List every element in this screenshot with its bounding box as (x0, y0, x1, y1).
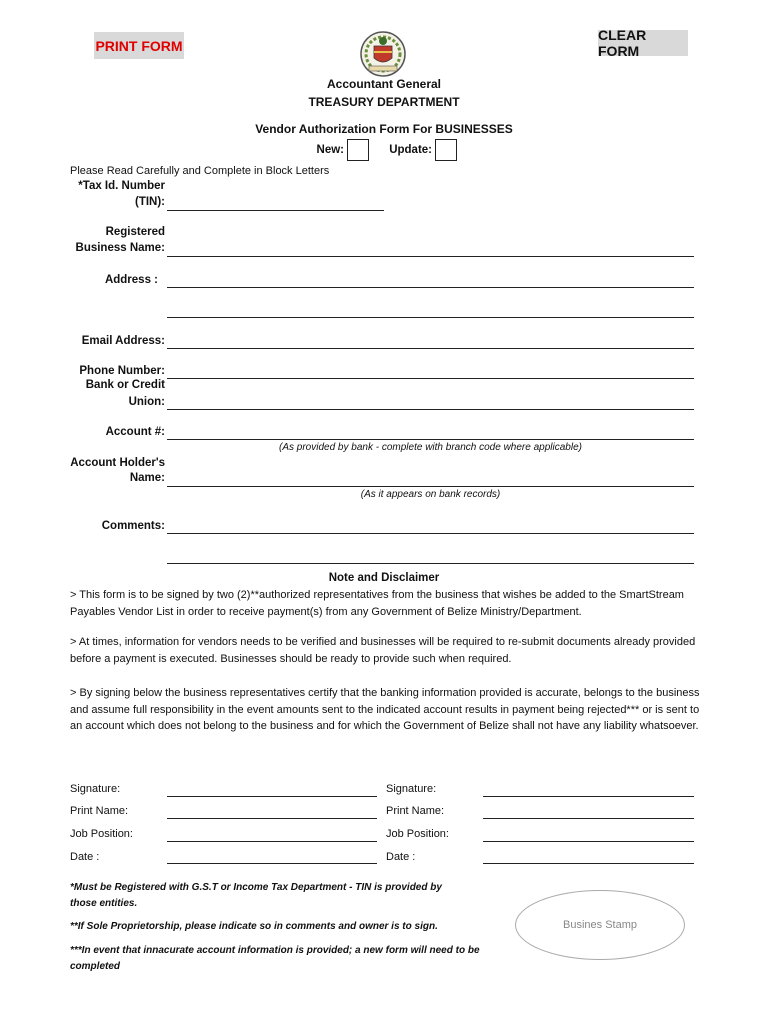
print-name-field-right[interactable] (483, 818, 694, 819)
tin-label-line2: (TIN): (134, 196, 165, 208)
disclaimer-paragraph-3: > By signing below the business representatives certify that the banking information provided is accurate, belongs to the business and assume full responsibility in the event amounts sent to the indicated account results in payment being rejected*** or is sent to an account which does not belong to the business and for which the Government of Belize shall not have any liability whatsoever. (70, 687, 700, 732)
address-field-line2[interactable] (167, 317, 694, 318)
comments-label: Comments: (101, 520, 165, 532)
form-title: Vendor Authorization Form For BUSINESSES (255, 122, 513, 136)
business-stamp-area (515, 890, 685, 960)
comments-field-line2[interactable] (167, 563, 694, 564)
date-label-right: Date : (386, 851, 416, 863)
account-label: Account #: (105, 426, 165, 438)
footnote-1: *Must be Registered with G.S.T or Income Tax Department - TIN is provided by those entities. (70, 882, 442, 909)
signature-label-left: Signature: (70, 783, 121, 795)
print-name-label-right: Print Name: (386, 805, 445, 817)
department-name: TREASURY DEPARTMENT (308, 95, 460, 109)
email-field[interactable] (167, 348, 694, 349)
org-name: Accountant General (326, 77, 442, 91)
business-label-line2: Business Name: (75, 242, 165, 254)
signature-label-right: Signature: (386, 783, 437, 795)
address-field-line1[interactable] (167, 287, 694, 288)
holder-hint: (As it appears on bank records) (360, 489, 501, 500)
business-label-line1: Registered (105, 226, 165, 238)
new-label: New: (316, 144, 344, 156)
job-position-label-right: Job Position: (386, 828, 449, 840)
business-stamp-label: Busines Stamp (563, 919, 637, 931)
disclaimer-paragraph-2: > At times, information for vendors needs to be verified and businesses will be required to re-submit documents already provided before a payment is executed. Businesses should be ready to provide such when required. (70, 636, 696, 665)
account-field[interactable] (167, 439, 694, 440)
address-label: Address : (104, 274, 158, 286)
comments-field-line1[interactable] (167, 533, 694, 534)
job-position-field-right[interactable] (483, 841, 694, 842)
bank-field[interactable] (167, 409, 694, 410)
date-label-left: Date : (70, 851, 100, 863)
coat-of-arms-seal (357, 30, 409, 78)
print-form-button[interactable]: PRINT FORM (94, 32, 184, 59)
tin-label-line1: *Tax Id. Number (78, 180, 165, 192)
job-position-label-left: Job Position: (70, 828, 133, 840)
print-name-label-left: Print Name: (70, 805, 129, 817)
phone-field[interactable] (167, 378, 694, 379)
date-field-right[interactable] (483, 863, 694, 864)
signature-field-left[interactable] (167, 796, 377, 797)
clear-form-button[interactable]: CLEAR FORM (598, 30, 688, 56)
update-label: Update: (389, 144, 432, 156)
date-field-left[interactable] (167, 863, 377, 864)
holder-label-line2: Name: (129, 472, 165, 484)
footnote-3: ***In event that innacurate account information is provided; a new form will need to be completed (70, 945, 480, 972)
footnote-2: **If Sole Proprietorship, please indicate so in comments and owner is to sign. (70, 921, 438, 932)
email-label: Email Address: (81, 335, 165, 347)
new-checkbox[interactable] (347, 139, 369, 161)
job-position-field-left[interactable] (167, 841, 377, 842)
signature-field-right[interactable] (483, 796, 694, 797)
bank-label-line1: Bank or Credit (85, 379, 165, 391)
update-checkbox[interactable] (435, 139, 457, 161)
disclaimer-paragraph-1: > This form is to be signed by two (2)**authorized representatives from the business that wishes be added to the SmartStream Payables Vendor List in order to receive payment(s) from any Government of Belize Ministry/Department. (70, 589, 684, 618)
instructions-text: Please Read Carefully and Complete in Block Letters (70, 165, 330, 177)
phone-label: Phone Number: (79, 365, 165, 377)
holder-name-field[interactable] (167, 486, 694, 487)
account-hint: (As provided by bank - complete with branch code where applicable) (279, 442, 582, 453)
tin-field[interactable] (167, 210, 384, 211)
business-name-field[interactable] (167, 256, 694, 257)
bank-label-line2: Union: (128, 396, 165, 408)
print-name-field-left[interactable] (167, 818, 377, 819)
disclaimer-title: Note and Disclaimer (328, 572, 440, 584)
holder-label-line1: Account Holder's (70, 457, 165, 469)
